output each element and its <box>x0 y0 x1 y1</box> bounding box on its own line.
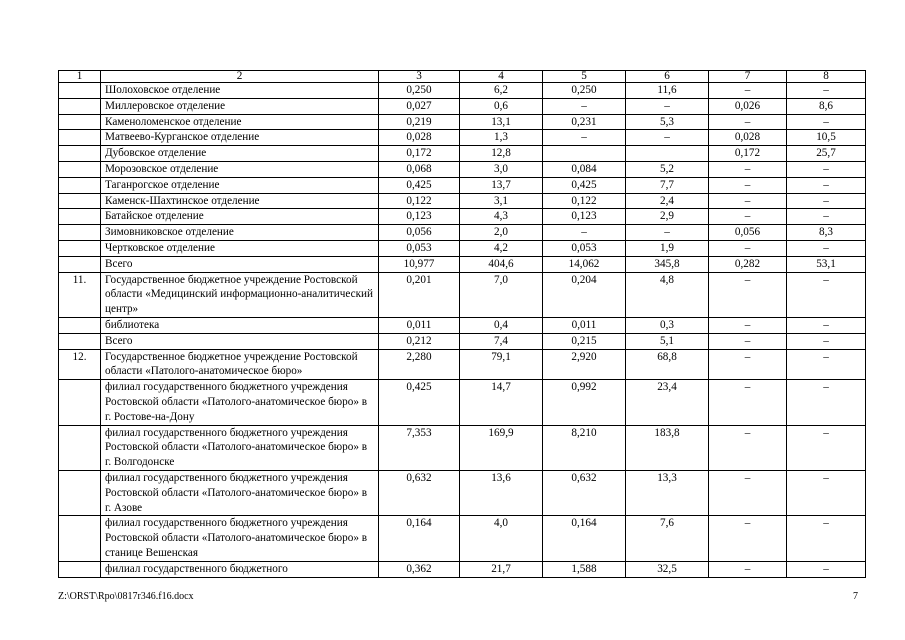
value-cell: – <box>626 98 709 114</box>
value-cell: – <box>543 130 626 146</box>
row-name-cell: Таганрогское отделение <box>101 177 379 193</box>
value-cell: 0,084 <box>543 161 626 177</box>
value-cell: 0,011 <box>379 317 460 333</box>
value-cell: – <box>709 114 787 130</box>
row-number-cell <box>59 240 101 256</box>
header-cell: 8 <box>787 71 866 83</box>
value-cell: – <box>709 83 787 99</box>
value-cell: 7,7 <box>626 177 709 193</box>
value-cell: – <box>709 333 787 349</box>
value-cell: 0,028 <box>379 130 460 146</box>
value-cell: 5,3 <box>626 114 709 130</box>
value-cell: 0,056 <box>379 225 460 241</box>
value-cell: 8,3 <box>787 225 866 241</box>
row-name-cell: филиал государственного бюджетного учреждения Ростовской области «Патолого-анатомическое бюро» в г. Волгодонске <box>101 425 379 470</box>
value-cell: 0,123 <box>379 209 460 225</box>
value-cell: 0,028 <box>709 130 787 146</box>
header-cell: 7 <box>709 71 787 83</box>
value-cell: 25,7 <box>787 146 866 162</box>
table-row <box>59 193 866 209</box>
row-number-cell <box>59 561 101 577</box>
table-body <box>59 71 866 578</box>
value-cell: 4,2 <box>460 240 543 256</box>
table-row <box>59 256 866 272</box>
row-number-cell: 12. <box>59 349 101 380</box>
value-cell: 345,8 <box>626 256 709 272</box>
row-number-cell <box>59 380 101 425</box>
value-cell: 1,9 <box>626 240 709 256</box>
table-row <box>59 516 866 561</box>
value-cell: 23,4 <box>626 380 709 425</box>
value-cell: 7,6 <box>626 516 709 561</box>
value-cell: 13,6 <box>460 470 543 515</box>
row-number-cell <box>59 425 101 470</box>
table-row <box>59 177 866 193</box>
row-number-cell <box>59 114 101 130</box>
value-cell: 4,0 <box>460 516 543 561</box>
value-cell: 0,122 <box>543 193 626 209</box>
table-row <box>59 114 866 130</box>
value-cell: 2,9 <box>626 209 709 225</box>
value-cell: 0,219 <box>379 114 460 130</box>
row-name-cell: Каменск-Шахтинское отделение <box>101 193 379 209</box>
table-row <box>59 425 866 470</box>
value-cell: 0,204 <box>543 272 626 317</box>
table-row <box>59 317 866 333</box>
value-cell: 0,6 <box>460 98 543 114</box>
value-cell: 0,282 <box>709 256 787 272</box>
value-cell: 10,5 <box>787 130 866 146</box>
header-cell: 5 <box>543 71 626 83</box>
value-cell: 68,8 <box>626 349 709 380</box>
value-cell: 12,8 <box>460 146 543 162</box>
value-cell: – <box>787 193 866 209</box>
row-name-cell: Всего <box>101 333 379 349</box>
value-cell: 0,4 <box>460 317 543 333</box>
value-cell: 0,212 <box>379 333 460 349</box>
value-cell: 404,6 <box>460 256 543 272</box>
value-cell: 0,123 <box>543 209 626 225</box>
value-cell: – <box>709 209 787 225</box>
value-cell: 0,053 <box>543 240 626 256</box>
value-cell: – <box>709 193 787 209</box>
row-name-cell: Чертковское отделение <box>101 240 379 256</box>
value-cell: – <box>787 114 866 130</box>
row-number-cell <box>59 317 101 333</box>
value-cell: 13,7 <box>460 177 543 193</box>
header-cell: 1 <box>59 71 101 83</box>
row-name-cell: филиал государственного бюджетного учреждения Ростовской области «Патолого-анатомическое бюро» в г. Азове <box>101 470 379 515</box>
value-cell: 8,6 <box>787 98 866 114</box>
table-row <box>59 349 866 380</box>
table-row <box>59 146 866 162</box>
value-cell: 5,2 <box>626 161 709 177</box>
value-cell: 11,6 <box>626 83 709 99</box>
table-row <box>59 98 866 114</box>
value-cell: – <box>709 177 787 193</box>
row-name-cell: Шолоховское отделение <box>101 83 379 99</box>
row-number-cell <box>59 333 101 349</box>
row-name-cell: филиал государственного бюджетного учреждения Ростовской области «Патолого-анатомическое бюро» в г. Ростове-на-Дону <box>101 380 379 425</box>
header-cell: 4 <box>460 71 543 83</box>
table-row <box>59 130 866 146</box>
value-cell: 4,3 <box>460 209 543 225</box>
value-cell: 0,172 <box>379 146 460 162</box>
value-cell: 14,7 <box>460 380 543 425</box>
header-cell: 3 <box>379 71 460 83</box>
value-cell: – <box>626 225 709 241</box>
value-cell: 21,7 <box>460 561 543 577</box>
value-cell: – <box>787 349 866 380</box>
value-cell: 32,5 <box>626 561 709 577</box>
value-cell: 53,1 <box>787 256 866 272</box>
value-cell: – <box>787 209 866 225</box>
value-cell: 3,1 <box>460 193 543 209</box>
value-cell: 0,164 <box>543 516 626 561</box>
row-number-cell <box>59 98 101 114</box>
row-number-cell <box>59 516 101 561</box>
value-cell: – <box>709 516 787 561</box>
value-cell: 183,8 <box>626 425 709 470</box>
value-cell: – <box>787 272 866 317</box>
value-cell: 0,011 <box>543 317 626 333</box>
table-row <box>59 240 866 256</box>
value-cell: 0,425 <box>379 380 460 425</box>
value-cell: 0,172 <box>709 146 787 162</box>
value-cell: 1,588 <box>543 561 626 577</box>
table-row <box>59 161 866 177</box>
row-number-cell <box>59 83 101 99</box>
value-cell: – <box>709 470 787 515</box>
value-cell: 0,250 <box>379 83 460 99</box>
row-number-cell <box>59 161 101 177</box>
row-number-cell <box>59 256 101 272</box>
row-number-cell <box>59 225 101 241</box>
data-table <box>58 70 866 578</box>
value-cell: 0,201 <box>379 272 460 317</box>
value-cell: – <box>787 516 866 561</box>
table-row <box>59 225 866 241</box>
value-cell: 14,062 <box>543 256 626 272</box>
value-cell: 2,4 <box>626 193 709 209</box>
value-cell: 0,992 <box>543 380 626 425</box>
value-cell: 0,425 <box>543 177 626 193</box>
value-cell: 4,8 <box>626 272 709 317</box>
value-cell: – <box>709 349 787 380</box>
value-cell: 0,027 <box>379 98 460 114</box>
value-cell: 0,056 <box>709 225 787 241</box>
row-name-cell: Миллеровское отделение <box>101 98 379 114</box>
value-cell: – <box>787 333 866 349</box>
value-cell: – <box>709 317 787 333</box>
page-number: 7 <box>853 591 858 602</box>
value-cell: – <box>787 470 866 515</box>
value-cell: – <box>787 240 866 256</box>
value-cell <box>626 146 709 162</box>
table-row <box>59 209 866 225</box>
value-cell: 0,425 <box>379 177 460 193</box>
value-cell <box>543 146 626 162</box>
value-cell: – <box>709 380 787 425</box>
value-cell: – <box>787 83 866 99</box>
value-cell: – <box>787 177 866 193</box>
row-number-cell <box>59 470 101 515</box>
value-cell: 2,920 <box>543 349 626 380</box>
row-number-cell <box>59 193 101 209</box>
value-cell: – <box>787 380 866 425</box>
value-cell: – <box>709 161 787 177</box>
row-name-cell: Морозовское отделение <box>101 161 379 177</box>
value-cell: – <box>543 225 626 241</box>
value-cell: 10,977 <box>379 256 460 272</box>
value-cell: 0,026 <box>709 98 787 114</box>
value-cell: 0,053 <box>379 240 460 256</box>
value-cell: – <box>787 161 866 177</box>
row-number-cell: 11. <box>59 272 101 317</box>
value-cell: 0,164 <box>379 516 460 561</box>
value-cell: – <box>787 425 866 470</box>
value-cell: 0,231 <box>543 114 626 130</box>
value-cell: 0,068 <box>379 161 460 177</box>
value-cell: 169,9 <box>460 425 543 470</box>
value-cell: 8,210 <box>543 425 626 470</box>
value-cell: – <box>543 98 626 114</box>
value-cell: – <box>787 317 866 333</box>
row-number-cell <box>59 177 101 193</box>
row-name-cell: Каменоломенское отделение <box>101 114 379 130</box>
table-row <box>59 333 866 349</box>
value-cell: 1,3 <box>460 130 543 146</box>
value-cell: 6,2 <box>460 83 543 99</box>
row-name-cell: Матвеево-Курганское отделение <box>101 130 379 146</box>
row-name-cell: филиал государственного бюджетного <box>101 561 379 577</box>
value-cell: – <box>626 130 709 146</box>
value-cell: 7,0 <box>460 272 543 317</box>
value-cell: – <box>709 561 787 577</box>
header-cell: 6 <box>626 71 709 83</box>
value-cell: – <box>787 561 866 577</box>
row-name-cell: Всего <box>101 256 379 272</box>
value-cell: 5,1 <box>626 333 709 349</box>
row-name-cell: Государственное бюджетное учреждение Ростовской области «Медицинский информационно-аналитический центр» <box>101 272 379 317</box>
value-cell: 7,4 <box>460 333 543 349</box>
value-cell: 0,215 <box>543 333 626 349</box>
value-cell: 0,632 <box>543 470 626 515</box>
row-name-cell: Батайское отделение <box>101 209 379 225</box>
value-cell: 2,0 <box>460 225 543 241</box>
table-row <box>59 380 866 425</box>
value-cell: 2,280 <box>379 349 460 380</box>
value-cell: 0,362 <box>379 561 460 577</box>
row-number-cell <box>59 209 101 225</box>
value-cell: 79,1 <box>460 349 543 380</box>
value-cell: 0,3 <box>626 317 709 333</box>
table-row <box>59 470 866 515</box>
row-name-cell: Зимовниковское отделение <box>101 225 379 241</box>
value-cell: 0,250 <box>543 83 626 99</box>
value-cell: 13,1 <box>460 114 543 130</box>
value-cell: – <box>709 240 787 256</box>
header-cell: 2 <box>101 71 379 83</box>
row-name-cell: библиотека <box>101 317 379 333</box>
row-number-cell <box>59 146 101 162</box>
value-cell: – <box>709 425 787 470</box>
row-name-cell: филиал государственного бюджетного учреждения Ростовской области «Патолого-анатомическое бюро» в станице Вешенская <box>101 516 379 561</box>
row-number-cell <box>59 130 101 146</box>
value-cell: 0,122 <box>379 193 460 209</box>
row-name-cell: Государственное бюджетное учреждение Ростовской области «Патолого-анатомическое бюро» <box>101 349 379 380</box>
table-row <box>59 561 866 577</box>
value-cell: 0,632 <box>379 470 460 515</box>
table-row <box>59 272 866 317</box>
value-cell: 7,353 <box>379 425 460 470</box>
value-cell: – <box>709 272 787 317</box>
value-cell: 13,3 <box>626 470 709 515</box>
document-path: Z:\ORST\Rpo\0817r346.f16.docx <box>58 591 194 602</box>
value-cell: 3,0 <box>460 161 543 177</box>
table-header-row <box>59 71 866 83</box>
row-name-cell: Дубовское отделение <box>101 146 379 162</box>
table-row <box>59 83 866 99</box>
